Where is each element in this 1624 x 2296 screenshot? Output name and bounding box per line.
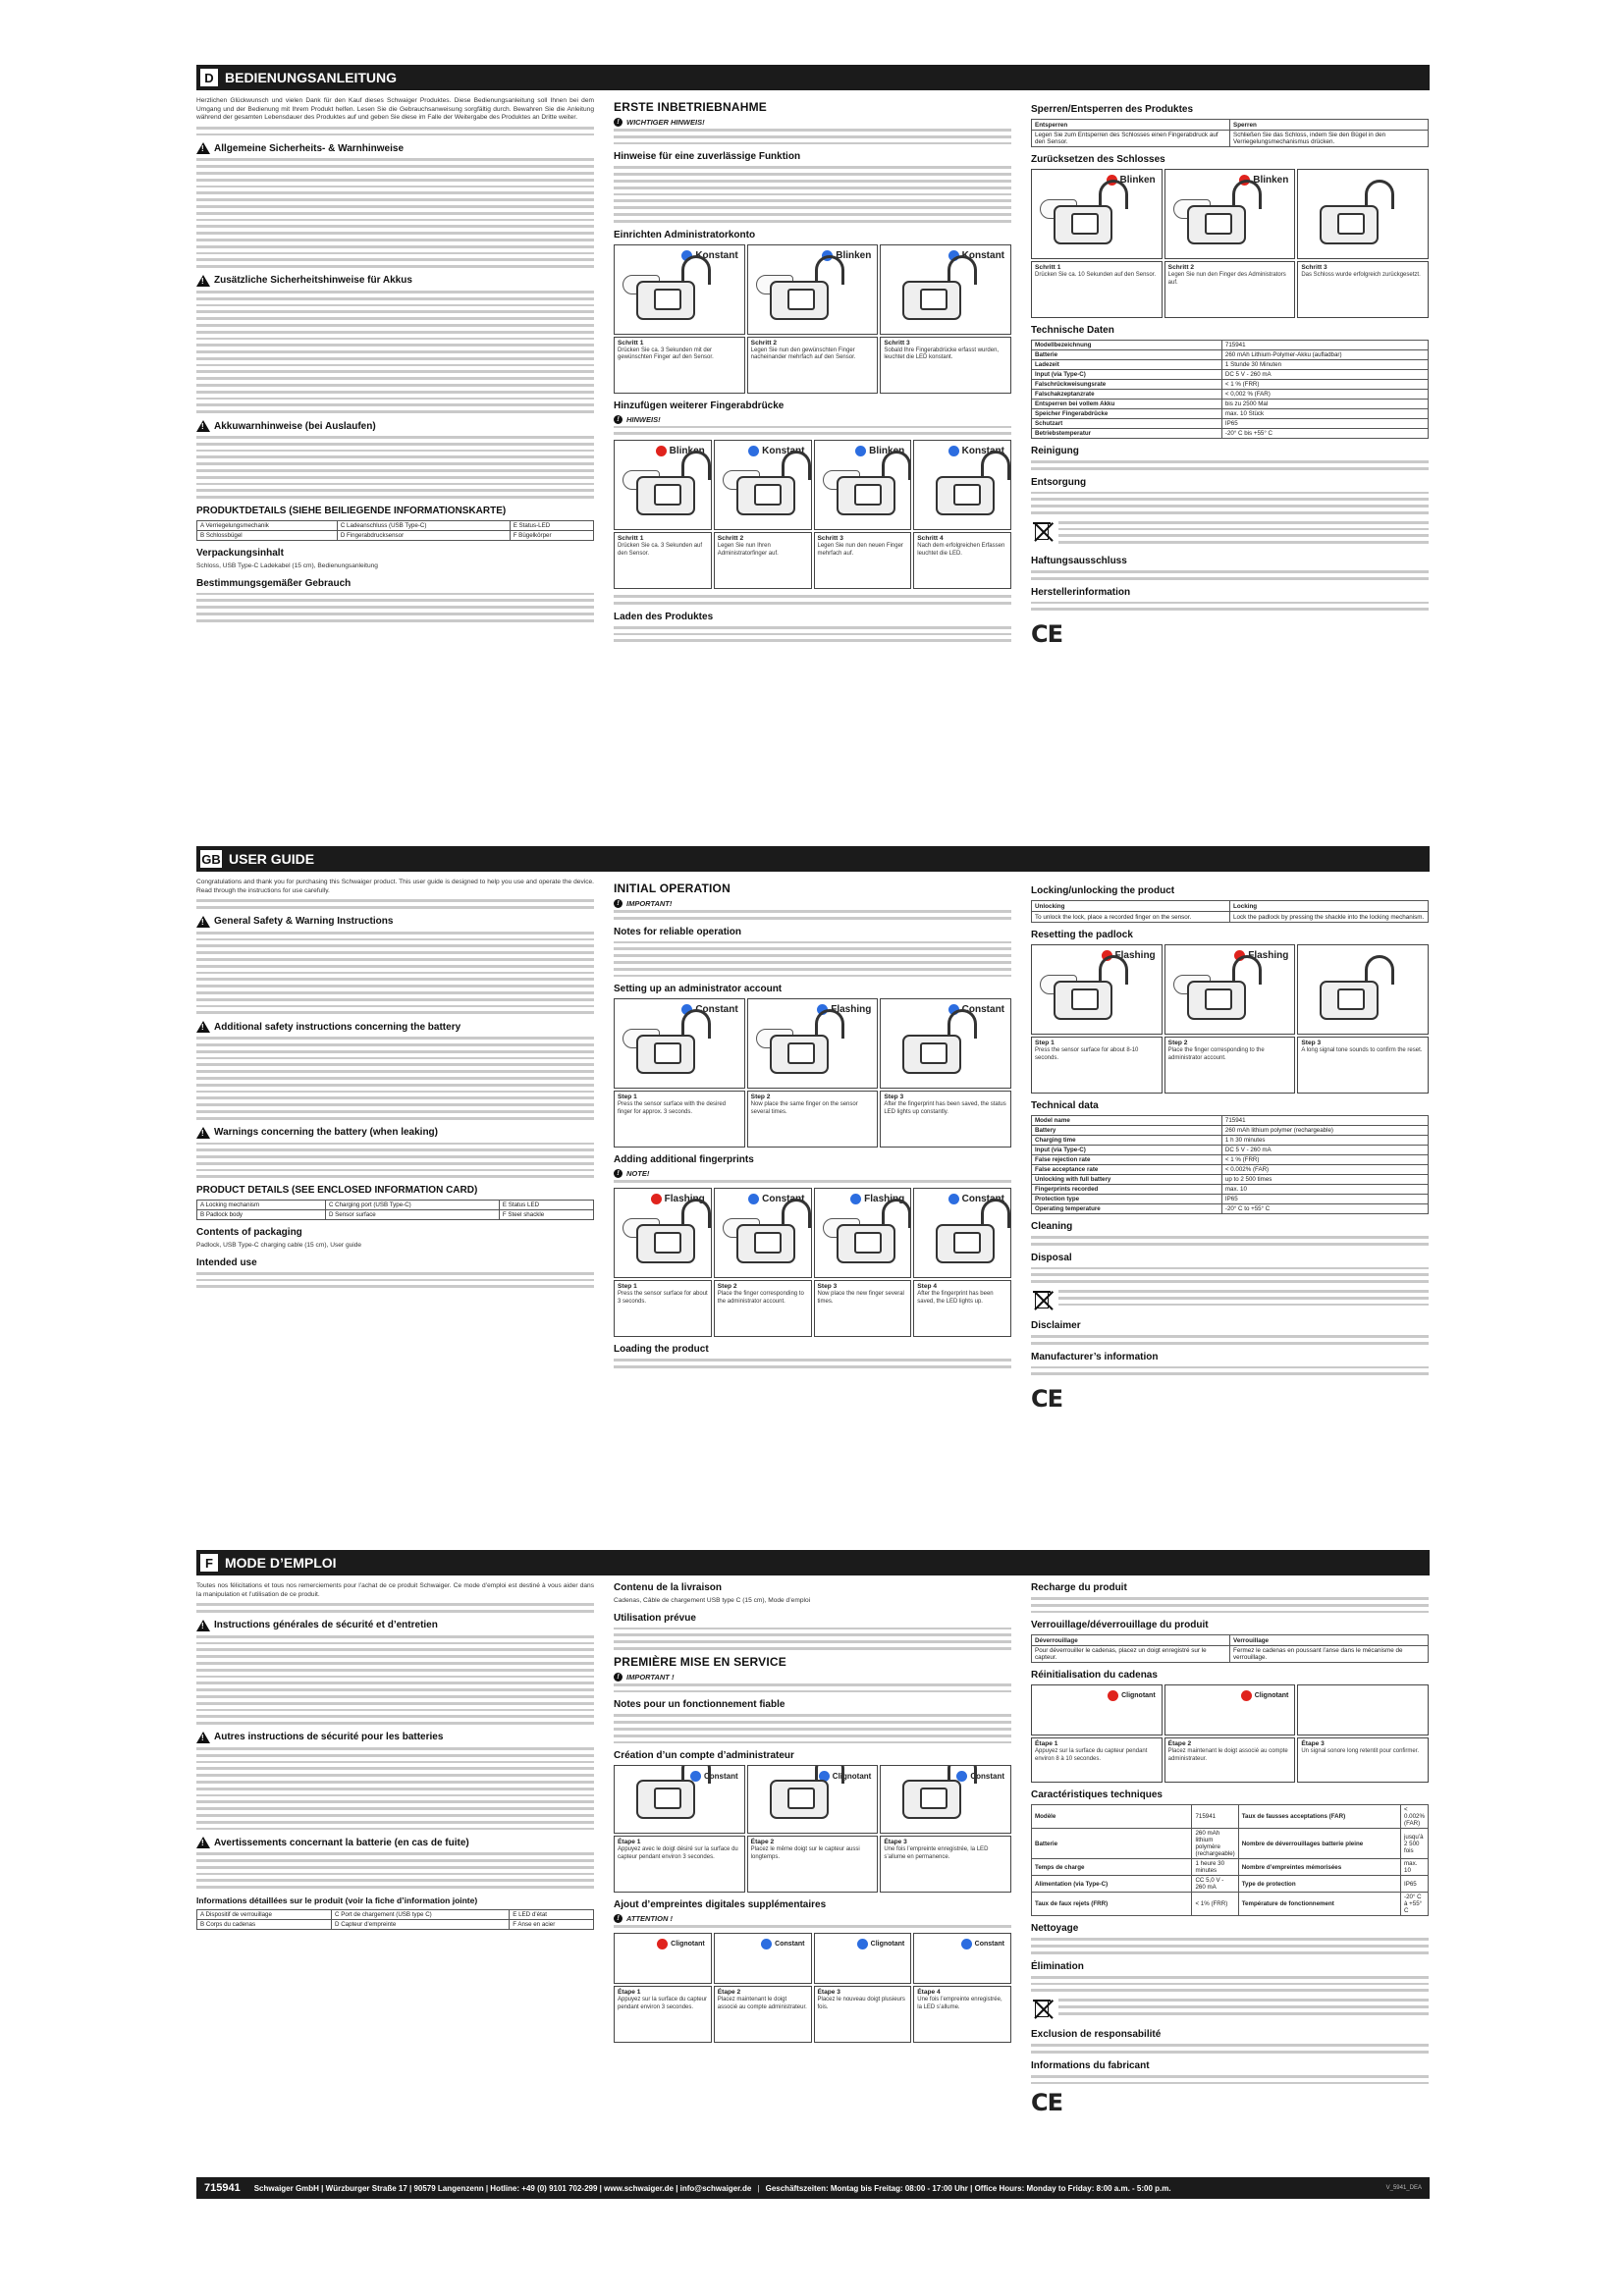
add-steps [614, 1280, 1011, 1337]
liability-heading: Disclaimer [1031, 1319, 1081, 1331]
step: Step 1 Press the sensor surface for about 3 seconds. [614, 1280, 712, 1337]
text-block [1031, 1267, 1429, 1283]
add-figures [614, 440, 1011, 530]
product-number: 715941 [204, 2182, 241, 2194]
step: Step 4 After the fingerprint has been saved, the LED lights up. [913, 1280, 1011, 1337]
step: Schritt 3 Das Schloss wurde erfolgreich zurückgesetzt. [1297, 261, 1429, 318]
office-hours: Geschäftszeiten: Montag bis Freitag: 08:00 - 17:00 Uhr | Office Hours: Monday to Friday: 8:00 a.m. - 5:00 p.m. [765, 2183, 1171, 2193]
ce-mark: CE [1031, 2089, 1063, 2117]
text-block [196, 1635, 594, 1725]
section-header [196, 65, 1430, 90]
reset-steps [1031, 261, 1429, 318]
figure: Flashing [1031, 944, 1163, 1035]
column-2 [614, 97, 1011, 652]
reset-figures [1031, 944, 1429, 1035]
admin-figures [614, 1765, 1011, 1834]
text-block [1031, 1976, 1429, 1992]
figure: Blinken [1164, 169, 1296, 259]
figure: Flashing [1164, 944, 1296, 1035]
text-block [196, 1603, 594, 1613]
led-blue-icon [748, 446, 759, 456]
lock-table: Entsperren Sperren Legen Sie zum Entsperren des Schlosses einen Fingerabdruck auf den Sensor. Schließen Sie das Schloss, indem Sie den Bügel in den Verriegelungsmechanismus drücken. [1031, 119, 1429, 147]
step: Étape 1 Appuyez sur la surface du capteur pendant environ 8 à 10 secondes. [1031, 1737, 1163, 1783]
padlock-icon [1187, 205, 1246, 244]
figure: Flashing [614, 1188, 712, 1278]
led-red-icon [1108, 1690, 1118, 1701]
pack-text: Cadenas, Câble de chargement USB type C (15 cm), Mode d’emploi [614, 1597, 811, 1604]
step: Schritt 2 Legen Sie nun den Finger des Administrators auf. [1164, 261, 1296, 318]
step: Étape 1 Appuyez sur la surface du capteur pendant environ 3 secondes. [614, 1986, 712, 2043]
intro-text: Herzlichen Glückwunsch und vielen Dank für den Kauf dieses Schwaiger Produktes. Diese Bedienungsanleitung soll Ihnen bei dem Umgang und der Bedienung mit Ihrem Produkt helfen. Lesen Sie die Gebrauchsanweisung sorgfältig durch. Bewahren Sie die Anleitung während der gesamten Lebensdauer des Produktes auf und geben Sie diese im Falle der Weitergabe des Produktes an Dritte weiter. [196, 97, 594, 122]
info-icon: ! [614, 1169, 623, 1178]
figure: Constant [614, 998, 745, 1089]
reliable-heading: Notes for reliable operation [614, 926, 742, 937]
led-blue-icon [857, 1939, 868, 1949]
document-code: V_5941_DEA [1385, 2185, 1422, 2191]
text-block [614, 166, 1011, 222]
safety-heading: ! Instructions générales de sécurité et d’entretien [196, 1620, 594, 1631]
ce-mark: CE [1031, 620, 1063, 649]
led-red-icon [1241, 1690, 1252, 1701]
led-blue-icon [961, 1939, 972, 1949]
text-block [1058, 1290, 1429, 1306]
tech-table: Modèle 715941 Taux de fausses acceptations (FAR) < 0.002% (FAR) Batterie 260 mAh lithium polymère (rechargeable) Nombre de déverrouillages batterie pleine jusqu’à 2 500 fois Temps de charge 1 heure 30 minutes Nombre d’empreintes mémorisées max. 10 Alimentation (via Type-C) CC 5,0 V - 260 mA Type de protection IP65 Taux de faux rejets (FRR) < 1% (FRR) Température de fonctionnement -20° C à +55° C [1031, 1804, 1429, 1916]
language-badge: F [200, 1554, 218, 1572]
use-heading: Intended use [196, 1256, 257, 1268]
text-block [614, 941, 1011, 978]
padlock-icon [636, 1224, 695, 1263]
step: Schritt 3 Legen Sie nun den neuen Finger mehrfach auf. [814, 532, 912, 589]
figure: Blinken [747, 244, 879, 335]
figure: Flashing [814, 1188, 912, 1278]
text-block [614, 1180, 1011, 1183]
column-2 [614, 879, 1011, 1416]
text-block [1058, 521, 1429, 544]
first-use-heading: INITIAL OPERATION [614, 881, 731, 895]
step: Étape 4 Une fois l’empreinte enregistrée, la LED s’allume. [913, 1986, 1011, 2043]
figure: Constant [714, 1933, 812, 1984]
padlock-icon [902, 1035, 961, 1074]
text-block [1031, 1597, 1429, 1613]
text-block [1031, 602, 1429, 612]
led-blue-icon [948, 1194, 959, 1204]
details-table: A Dispositif de verrouillage C Port de chargement (USB type C) E LED d’état B Corps du cadenas D Capteur d’empreinte F Anse en acier [196, 1909, 594, 1930]
details-table: A Locking mechanism C Charging port (USB Type-C) E Status LED B Padlock body D Sensor surface F Steel shackle [196, 1200, 594, 1220]
manufacturer-heading: Informations du fabricant [1031, 2059, 1150, 2071]
figure: Constant [913, 1933, 1011, 1984]
text-block [196, 1037, 594, 1119]
section-gb [196, 846, 1430, 1533]
intro-text: Toutes nos félicitations et tous nos remerciements pour l’achat de ce produit Schwaiger. Ce mode d’emploi est destiné à vous aider dans la manipulation et l’utilisation de ce produit. [196, 1582, 594, 1598]
footer-bar [196, 2177, 1430, 2199]
cleaning-heading: Nettoyage [1031, 1923, 1079, 1935]
first-use-heading: PREMIÈRE MISE EN SERVICE [614, 1654, 786, 1669]
info-icon: ! [614, 899, 623, 908]
first-use-heading: ERSTE INBETRIEBNAHME [614, 100, 768, 114]
language-badge: GB [201, 851, 221, 867]
step: Schritt 1 Drücken Sie ca. 3 Sekunden auf den Sensor. [614, 532, 712, 589]
figure [1297, 944, 1429, 1035]
figure: Clignotant [1031, 1684, 1163, 1735]
lock-table: Déverrouillage Verrouillage Pour déverrouiller le cadenas, placez un doigt enregistré sur le capteur. Fermez le cadenas en poussant l’anse dans le mécanisme de verrouillage. [1031, 1634, 1429, 1663]
add-heading: Adding additional fingerprints [614, 1154, 754, 1166]
battery-heading: ! Additional safety instructions concerning the battery [196, 1021, 594, 1033]
info-icon: ! [614, 118, 623, 127]
padlock-icon [636, 1035, 695, 1074]
battery-heading: ! Zusätzliche Sicherheitshinweise für Akkus [196, 275, 594, 287]
text-block [196, 1272, 594, 1288]
led-blue-icon [855, 446, 866, 456]
liability-heading: Haftungsausschluss [1031, 555, 1127, 566]
text-block [614, 595, 1011, 605]
manufacturer-heading: Manufacturer’s information [1031, 1351, 1159, 1362]
text-block [1031, 1236, 1429, 1246]
text-block [614, 426, 1011, 436]
text-block [196, 436, 594, 499]
text-block [196, 1143, 594, 1179]
charging-heading: Recharge du produit [1031, 1582, 1127, 1593]
text-block [196, 127, 594, 136]
ce-mark: CE [1031, 1385, 1063, 1414]
use-heading: Utilisation prévue [614, 1612, 696, 1624]
warning-icon [196, 1732, 210, 1743]
text-block [1031, 570, 1429, 580]
led-blue-icon [761, 1939, 772, 1949]
step: Step 1 Press the sensor surface for about 8-10 seconds. [1031, 1037, 1163, 1094]
details-heading: Informations détaillées sur le produit (voir la fiche d’information jointe) [196, 1896, 478, 1906]
warning-icon [196, 1620, 210, 1631]
add-figures [614, 1188, 1011, 1278]
figure: Blinken [814, 440, 912, 530]
step: Step 3 A long signal tone sounds to confirm the reset. [1297, 1037, 1429, 1094]
reset-figures [1031, 1684, 1429, 1735]
disposal-heading: Élimination [1031, 1960, 1084, 1972]
intro-text: Congratulations and thank you for purchasing this Schwaiger product. This user guide is designed to help you use and operate the device. Read through the instructions for use carefully. [196, 879, 594, 894]
warning-icon [196, 1127, 210, 1139]
step: Step 3 Now place the new finger several times. [814, 1280, 912, 1337]
column-3 [1031, 1582, 1429, 2120]
admin-heading: Setting up an administrator account [614, 984, 783, 995]
figure: Konstant [614, 244, 745, 335]
step: Step 2 Now place the same finger on the sensor several times. [747, 1091, 879, 1148]
cleaning-heading: Cleaning [1031, 1221, 1073, 1232]
pack-text: Padlock, USB Type-C charging cable (15 cm), User guide [196, 1242, 362, 1250]
text-block [614, 1628, 1011, 1650]
section-title: MODE D’EMPLOI [225, 1555, 337, 1571]
company-info: Schwaiger GmbH | Würzburger Straße 17 | 90579 Langenzenn | Hotline: +49 (0) 9101 702-299 | www.schwaiger.de | info@schwaiger.de [253, 2183, 752, 2193]
add-steps [614, 532, 1011, 589]
note: ! WICHTIGER HINWEIS! [614, 118, 1011, 127]
figure: Clignotant [814, 1933, 912, 1984]
reset-heading: Réinitialisation du cadenas [1031, 1670, 1158, 1682]
padlock-icon [837, 1224, 895, 1263]
step: Étape 2 Placez le même doigt sur le capteur aussi longtemps. [747, 1836, 879, 1893]
add-heading: Ajout d’empreintes digitales supplémentaires [614, 1899, 827, 1911]
step: Étape 2 Placez maintenant le doigt associé au compte administrateur. [714, 1986, 812, 2043]
lock-heading: Verrouillage/déverrouillage du produit [1031, 1620, 1209, 1631]
safety-heading: ! Allgemeine Sicherheits- & Warnhinweise [196, 142, 594, 154]
column-1 [196, 879, 594, 1416]
padlock-icon [736, 476, 795, 515]
step: Étape 1 Appuyez avec le doigt désiré sur la surface du capteur pendant environ 3 secondes. [614, 1836, 745, 1893]
note: ! HINWEIS! [614, 415, 1011, 424]
reset-heading: Zurücksetzen des Schlosses [1031, 154, 1165, 165]
note: ! IMPORTANT! [614, 899, 1011, 908]
lock-table: Unlocking Locking To unlock the lock, place a recorded finger on the sensor. Lock the padlock by pressing the shackle into the locking mechanism. [1031, 900, 1429, 923]
section-fr [196, 1550, 1430, 2170]
text-block [196, 593, 594, 622]
reset-steps [1031, 1737, 1429, 1783]
led-blue-icon [948, 446, 959, 456]
battery-heading: ! Autres instructions de sécurité pour les batteries [196, 1732, 594, 1743]
warning-icon [196, 275, 210, 287]
section-title: USER GUIDE [229, 851, 315, 867]
reliable-heading: Hinweise für eine zuverlässige Funktion [614, 151, 801, 163]
info-icon: ! [614, 1914, 623, 1923]
add-heading: Hinzufügen weiterer Fingerabdrücke [614, 400, 785, 411]
column-3 [1031, 97, 1429, 652]
pack-heading: Contents of packaging [196, 1227, 302, 1239]
warning-icon [196, 420, 210, 432]
padlock-icon [770, 1780, 829, 1819]
text-block [196, 1747, 594, 1830]
disposal-heading: Entsorgung [1031, 476, 1087, 488]
padlock-icon [636, 281, 695, 320]
warning-icon [196, 916, 210, 928]
text-block [196, 899, 594, 909]
reliable-heading: Notes pour un fonctionnement fiable [614, 1699, 785, 1711]
padlock-icon [1187, 981, 1246, 1020]
text-block [1058, 1999, 1429, 2014]
figure: Clignotant [747, 1765, 879, 1834]
info-icon: ! [614, 415, 623, 424]
pack-heading: Contenu de la livraison [614, 1582, 723, 1593]
led-red-icon [656, 446, 667, 456]
use-heading: Bestimmungsgemäßer Gebrauch [196, 577, 352, 589]
padlock-icon [1320, 205, 1379, 244]
admin-figures [614, 244, 1011, 335]
padlock-icon [770, 281, 829, 320]
text-block [196, 291, 594, 413]
padlock-icon [902, 281, 961, 320]
details-heading: PRODUCT DETAILS (SEE ENCLOSED INFORMATION CARD) [196, 1185, 478, 1197]
column-2 [614, 1582, 1011, 2120]
section-title: BEDIENUNGSANLEITUNG [225, 70, 398, 85]
text-block [1031, 1335, 1429, 1345]
figure: Clignotant [1164, 1684, 1296, 1735]
step: Schritt 1 Drücken Sie ca. 3 Sekunden mit der gewünschten Finger auf den Sensor. [614, 337, 745, 394]
text-block [614, 1925, 1011, 1928]
text-block [1031, 2044, 1429, 2054]
text-block [1031, 492, 1429, 514]
section-de [196, 65, 1430, 903]
add-figures [614, 1933, 1011, 1984]
manufacturer-heading: Herstellerinformation [1031, 586, 1131, 598]
figure [1297, 1684, 1429, 1735]
padlock-icon [936, 1224, 995, 1263]
padlock-icon [936, 476, 995, 515]
step: Étape 2 Placez maintenant le doigt associé au compte administrateur. [1164, 1737, 1296, 1783]
figure: Constant [880, 998, 1011, 1089]
admin-steps [614, 337, 1011, 394]
figure: Clignotant [614, 1933, 712, 1984]
step: Étape 3 Un signal sonore long retentit pour confirmer. [1297, 1737, 1429, 1783]
figure [1297, 169, 1429, 259]
text-block [196, 158, 594, 268]
disposal-heading: Disposal [1031, 1252, 1072, 1263]
add-steps [614, 1986, 1011, 2043]
text-block [614, 910, 1011, 920]
step: Schritt 1 Drücken Sie ca. 10 Sekunden auf den Sensor. [1031, 261, 1163, 318]
tech-heading: Technische Daten [1031, 325, 1114, 336]
admin-heading: Einrichten Administratorkonto [614, 229, 756, 240]
padlock-icon [736, 1224, 795, 1263]
step: Schritt 3 Sobald Ihre Fingerabdrücke erfasst wurden, leuchtet die LED konstant. [880, 337, 1011, 394]
details-heading: PRODUKTDETAILS (SIEHE BEILIEGENDE INFORMATIONSKARTE) [196, 506, 507, 517]
note: ! ATTENTION ! [614, 1914, 1011, 1923]
admin-heading: Création d’un compte d’administrateur [614, 1750, 794, 1762]
led-blue-icon [748, 1194, 759, 1204]
admin-steps [614, 1091, 1011, 1148]
figure: Blinken [614, 440, 712, 530]
section-header [196, 1550, 1430, 1575]
column-1 [196, 1582, 594, 2120]
figure: Constant [913, 1188, 1011, 1278]
text-block [1031, 460, 1429, 470]
weee-bin-icon [1031, 519, 1053, 545]
text-block [1031, 2075, 1429, 2085]
note: ! IMPORTANT ! [614, 1673, 1011, 1682]
figure: Constant [880, 1765, 1011, 1834]
warning-icon [196, 1837, 210, 1848]
step: Schritt 4 Nach dem erfolgreichen Erfassen leuchtet die LED. [913, 532, 1011, 589]
leak-heading: ! Avertissements concernant la batterie (en cas de fuite) [196, 1837, 594, 1848]
leak-heading: ! Akkuwarnhinweise (bei Auslaufen) [196, 420, 594, 432]
warning-icon [196, 1021, 210, 1033]
tech-heading: Technical data [1031, 1100, 1099, 1111]
charging-heading: Laden des Produktes [614, 611, 714, 622]
figure: Konstant [913, 440, 1011, 530]
text-block [196, 932, 594, 1014]
tech-table: Modellbezeichnung 715941 Batterie 260 mAh Lithium-Polymer-Akku (aufladbar) Ladezeit 1 Stunde 30 Minuten Input (via Type-C) DC 5 V - 260 mA Falschrückweisungsrate < 1 % (FRR) Falschakzeptanzrate < 0,002 % (FAR) Entsperren bei vollem Akku bis zu 2500 Mal Speicher Fingerabdrücke max. 10 Stück Schutzart IP65 Betriebstemperatur -20° C bis +55° C [1031, 340, 1429, 439]
lock-heading: Sperren/Entsperren des Produktes [1031, 104, 1194, 115]
text-block [614, 1359, 1011, 1368]
text-block [196, 1852, 594, 1889]
figure: Konstant [880, 244, 1011, 335]
info-icon: ! [614, 1673, 623, 1682]
admin-steps [614, 1836, 1011, 1893]
tech-heading: Caractéristiques techniques [1031, 1789, 1163, 1801]
step: Étape 3 Une fois l’empreinte enregistrée, la LED s’allume en permanence. [880, 1836, 1011, 1893]
lock-heading: Locking/unlocking the product [1031, 885, 1175, 896]
figure: Konstant [714, 440, 812, 530]
cleaning-heading: Reinigung [1031, 446, 1079, 456]
padlock-icon [1054, 205, 1112, 244]
padlock-icon [636, 476, 695, 515]
led-blue-icon [850, 1194, 861, 1204]
liability-heading: Exclusion de responsabilité [1031, 2029, 1162, 2041]
step: Step 2 Place the finger corresponding to the administrator account. [1164, 1037, 1296, 1094]
tech-table: Model name 715941 Battery 260 mAh lithium polymer (rechargeable) Charging time 1 h 30 minutes Input (via Type-C) DC 5 V - 260 mA False rejection rate < 1 % (FRR) False acceptance rate < 0.002% (FAR) Unlocking with full battery up to 2 500 times Fingerprints recorded max. 10 Protection type IP65 Operating temperature -20° C to +55° C [1031, 1115, 1429, 1214]
figure: Blinken [1031, 169, 1163, 259]
column-1 [196, 97, 594, 652]
text-block [614, 129, 1011, 144]
led-red-icon [657, 1939, 668, 1949]
padlock-icon [636, 1780, 695, 1819]
text-block [614, 1683, 1011, 1693]
padlock-icon [1054, 981, 1112, 1020]
padlock-icon [837, 476, 895, 515]
padlock-icon [770, 1035, 829, 1074]
figure: Constant [714, 1188, 812, 1278]
reset-heading: Resetting the padlock [1031, 930, 1133, 940]
admin-figures [614, 998, 1011, 1089]
reset-figures [1031, 169, 1429, 259]
step: Step 3 After the fingerprint has been saved, the status LED lights up constantly. [880, 1091, 1011, 1148]
reset-steps [1031, 1037, 1429, 1094]
step: Schritt 2 Legen Sie nun Ihren Administratorfinger auf. [714, 532, 812, 589]
text-block [614, 626, 1011, 642]
text-block [1031, 1938, 1429, 1953]
weee-bin-icon [1031, 1997, 1053, 2022]
separator: | [757, 2183, 760, 2193]
language-badge: D [200, 69, 218, 86]
figure: Flashing [747, 998, 879, 1089]
weee-bin-icon [1031, 1288, 1053, 1313]
text-block [614, 1714, 1011, 1743]
step: Step 1 Press the sensor surface with the desired finger for approx. 3 seconds. [614, 1091, 745, 1148]
note: ! NOTE! [614, 1169, 1011, 1178]
text-block [1031, 1366, 1429, 1376]
charging-heading: Loading the product [614, 1344, 709, 1356]
details-table: A Verriegelungsmechanik C Ladeanschluss (USB Type-C) E Status-LED B Schlossbügel D Fingerabdrucksensor F Bügelkörper [196, 520, 594, 541]
led-red-icon [651, 1194, 662, 1204]
warning-icon [196, 142, 210, 154]
column-3 [1031, 879, 1429, 1416]
pack-text: Schloss, USB Type-C Ladekabel (15 cm), Bedienungsanleitung [196, 562, 378, 570]
padlock-icon [1320, 981, 1379, 1020]
pack-heading: Verpackungsinhalt [196, 548, 284, 560]
step: Étape 3 Placez le nouveau doigt plusieurs fois. [814, 1986, 912, 2043]
padlock-icon [902, 1780, 961, 1819]
leak-heading: ! Warnings concerning the battery (when leaking) [196, 1127, 594, 1139]
step: Step 2 Place the finger corresponding to the administrator account. [714, 1280, 812, 1337]
section-header [196, 846, 1430, 872]
figure: Constant [614, 1765, 745, 1834]
safety-heading: ! General Safety & Warning Instructions [196, 916, 594, 928]
step: Schritt 2 Legen Sie nun den gewünschten Finger nacheinander mehrfach auf den Sensor. [747, 337, 879, 394]
